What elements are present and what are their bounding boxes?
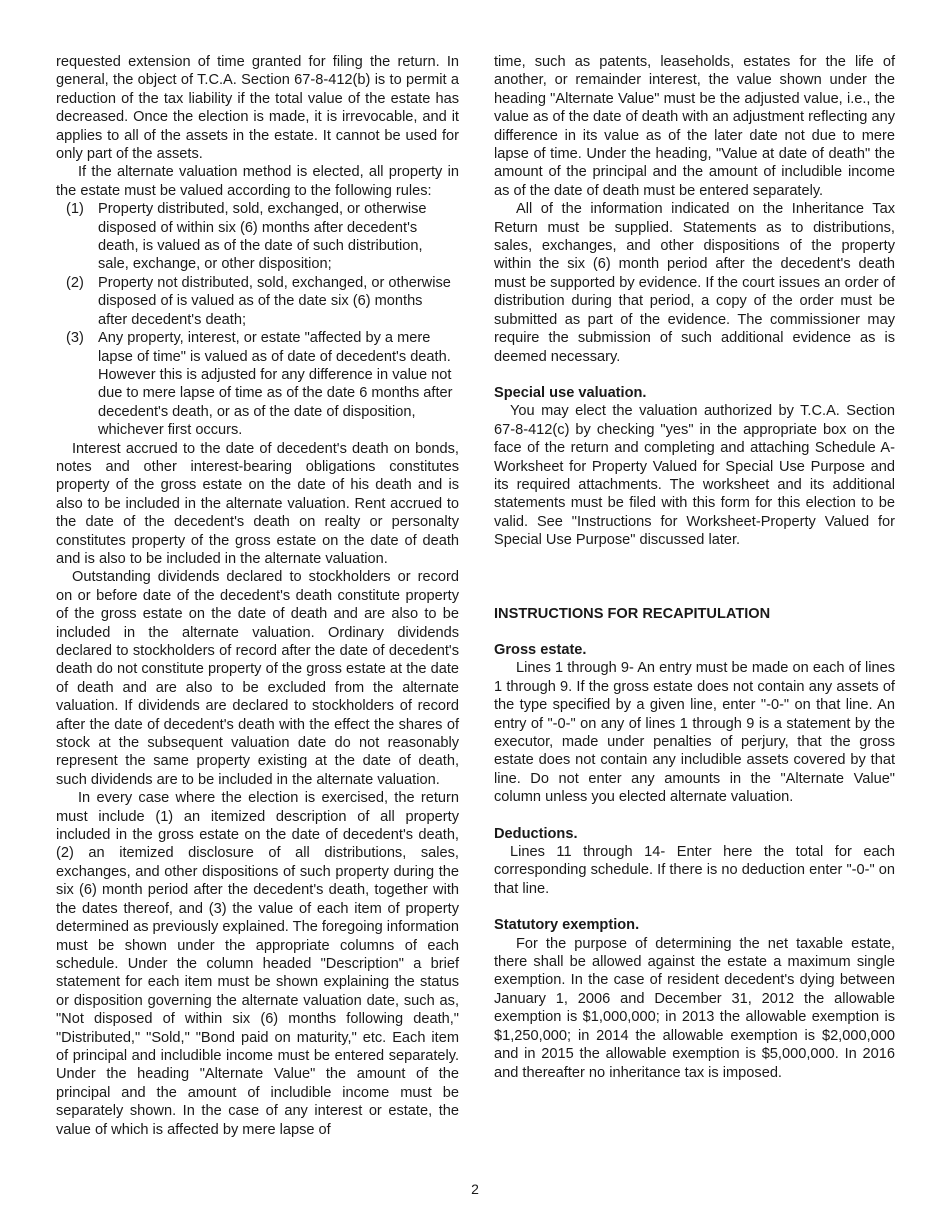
paragraph-every-case: In every case where the election is exercised, the return must include (1) an itemized description of all property included in the gross estate on the date of decedent's death, (2) an itemized disclosure of all distributions, sales, exchanges, and other dispositions of such property during the six (6) month period after the decedent's death, together with the dates thereof, and (3) the value of each item of property determined as previously explained. The foregoing information must be shown under the appropriate columns of each schedule. Under the column headed "Description" a brief statement for each item must be shown explaining the status or disposition governing the alternate valuation date, such as, "Not disposed of within six (6) months following death," "Distributed," "Sold," "Bond paid on maturity," etc. Each item of principal and includible income must be entered separately. Under the heading "Alternate Value" the amount of the principal and the amount of includible income must be separately shown. In the case of any interest or estate, the value of which is affected by mere lapse of: [56, 790, 459, 1138]
left-column: [56, 53, 459, 1139]
paragraph-continued: time, such as patents, leaseholds, estates for the life of another, or remainder interest, the value shown under the heading "Alternate Value" must be the adjusted value, i.e., the value as of the date of death with an adjustment reflecting any difference in its value as of the later date not due to mere lapse of time. Under the heading, "Value at date of death" the amount of the principal and the amount of includible income as of the date of death must be entered separately.: [494, 54, 895, 199]
gross-estate-text: Lines 1 through 9- An entry must be made on each of lines 1 through 9. If the gross estate does not contain any assets of the type specified by a given line, enter "-0-" on that line. An entry of "-0-" on any of lines 1 through 9 is a statement by the executor, made under penalties of perjury, that the gross estate does not contain any includible assets covered by that line. Do not enter any amounts in the "Alternate Value" column unless you elected alternate valuation.: [494, 660, 895, 806]
paragraph-intro: requested extension of time granted for filing the return. In general, the object of T.C.A. Section 67-8-412(b) is to permit a reduction of the tax liability if the total value of the estate has decreased. Once the election is made, it is irrevocable, and it applies to all of the assets in the estate. It cannot be used for only part of the assets.: [56, 54, 459, 163]
list-item-text: Property not distributed, sold, exchanged, or otherwise disposed of is valued as of the date six (6) months after decedent's death;: [98, 274, 451, 328]
list-item-text: Property distributed, sold, exchanged, or otherwise disposed of within six (6) months after decedent's death, is valued as of the date of such distribution, sale, exchange, or other disposition;: [98, 201, 427, 273]
paragraph-interest: Interest accrued to the date of decedent's death on bonds, notes and other interest-bearing obligations constitutes property of the gross estate on the date of his death and is also to be included in the alternate valuation. Rent accrued to the date of the decedent's death on realty or personalty constitutes property of the gross estate on the date of death and is also to be included in the alternate valuation.: [56, 440, 459, 567]
statutory-exemption-text: For the purpose of determining the net taxable estate, there shall be allowed against the estate a maximum single exemption. In the case of resident decedent's dying between January 1, 2006 and December 31, 2012 the allowable exemption is $1,000,000; in 2013 the allowable exemption is $1,250,000; in 2014 the allowable exemption is $2,000,000 and in 2015 the allowable exemption is $5,000,000. In 2016 and thereafter no inheritance tax is imposed.: [494, 935, 895, 1081]
list-item-number: (2): [66, 274, 84, 291]
page-number: 2: [471, 1181, 479, 1197]
special-use-heading: Special use valuation.: [494, 384, 647, 401]
list-item: [66, 200, 459, 274]
statutory-exemption-heading: Statutory exemption.: [494, 917, 640, 934]
paragraph-rules-intro: If the alternate valuation method is elected, all property in the estate must be valued according to the following rules:: [56, 164, 459, 199]
recapitulation-heading: INSTRUCTIONS FOR RECAPITULATION: [494, 605, 771, 622]
deductions-text: Lines 11 through 14- Enter here the total for each corresponding schedule. If there is no deduction enter "-0-" on that line.: [494, 844, 895, 897]
right-column: [494, 53, 895, 1082]
paragraph-dividends: Outstanding dividends declared to stockholders or record on or before date of the decedent's death constitute property of the gross estate on the date of death and are also to be included in the alternate valuation. Ordinary dividends declared to stockholders of record after the date of decedent's death do not constitute property of the gross estate at the date of death and are also to be excluded from the alternate valuation. If dividends are declared to stockholders of record after the date of decedent's death with the effect the shares of stock at the subsequent valuation date do not reasonably represent the same property existing at the date of death, such dividends are to be included in the alternate valuation.: [56, 569, 459, 788]
list-item: [66, 329, 459, 439]
special-use-text: You may elect the valuation authorized by T.C.A. Section 67-8-412(c) by checking "yes" in the appropriate box on the face of the return and completing and attaching Schedule A-Worksheet for Property Valued for Special Use Purpose and its required attachments. The worksheet and its additional statements must be filed with this form for this election to be valid. See "Instructions for Worksheet-Property Valued for Special Use Purpose" discussed later.: [494, 403, 895, 549]
gross-estate-heading: Gross estate.: [494, 641, 587, 658]
valuation-rules-list: [56, 200, 459, 439]
list-item-text: Any property, interest, or estate "affected by a mere lapse of time" is valued as of date of decedent's death. However this is adjusted for any difference in value not due to mere lapse of time as of the date 6 months after decedent's death, or as of the date of disposition, whichever first occurs.: [98, 330, 453, 439]
deductions-heading: Deductions.: [494, 825, 578, 842]
list-item-number: (3): [66, 330, 84, 347]
list-item: [66, 274, 459, 329]
list-item-number: (1): [66, 201, 84, 218]
paragraph-all-information: All of the information indicated on the Inheritance Tax Return must be supplied. Statements as to distributions, sales, exchanges, and other dispositions of the property within the six (6) month period after the decedent's death must be supported by evidence. If the court issues an order of distribution during that period, a copy of the order must be submitted as part of the evidence. The commissioner may require the submission of such additional evidence as is deemed necessary.: [494, 201, 895, 365]
